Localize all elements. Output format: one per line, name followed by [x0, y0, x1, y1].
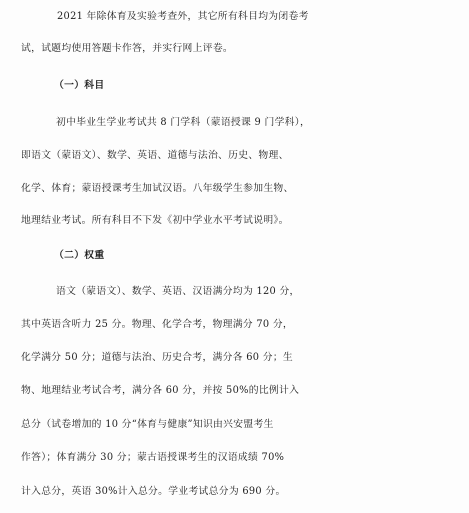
- paragraph-line: 即语文（蒙语文）、数学、英语、道德与法治、历史、物理、: [21, 150, 289, 161]
- paragraph-line: 总分（试卷增加的 10 分“体育与健康”知识由兴安盟考生: [21, 419, 274, 430]
- paragraph-line: 其中英语含听力 25 分。物理、化学合考，物理满分 70 分，: [21, 319, 294, 330]
- paragraph-line: 物、地理结业考试合考，满分各 60 分，并按 50%的比例计入: [21, 385, 300, 396]
- paragraph-line: 语文（蒙语文）、数学、英语、汉语满分均为 120 分，: [56, 286, 300, 297]
- paragraph-line: 试，试题均使用答题卡作答，并实行网上评卷。: [21, 43, 234, 54]
- paragraph-line: 初中毕业生学业考试共 8 门学科（蒙语授课 9 门学科），: [56, 117, 311, 128]
- paragraph-line: 作答）；体育满分 30 分；蒙古语授课考生的汉语成绩 70%: [21, 452, 285, 463]
- paragraph-line: 化学、体育；蒙语授课考生加试汉语。八年级学生参加生物、: [21, 183, 294, 194]
- paragraph-line: 计入总分，英语 30%计入总分。学业考试总分为 690 分。: [21, 486, 286, 497]
- paragraph-line: 2021 年除体育及实验考查外，其它所有科目均为闭卷考: [57, 11, 309, 22]
- section-heading-weights: （二）权重: [54, 250, 105, 261]
- paragraph-line: 化学满分 50 分；道德与法治、历史合考，满分各 60 分；生: [21, 352, 294, 363]
- paragraph-line: 地理结业考试。所有科目不下发《初中学业水平考试说明》。: [21, 215, 289, 226]
- section-heading-subjects: （一）科目: [54, 80, 105, 91]
